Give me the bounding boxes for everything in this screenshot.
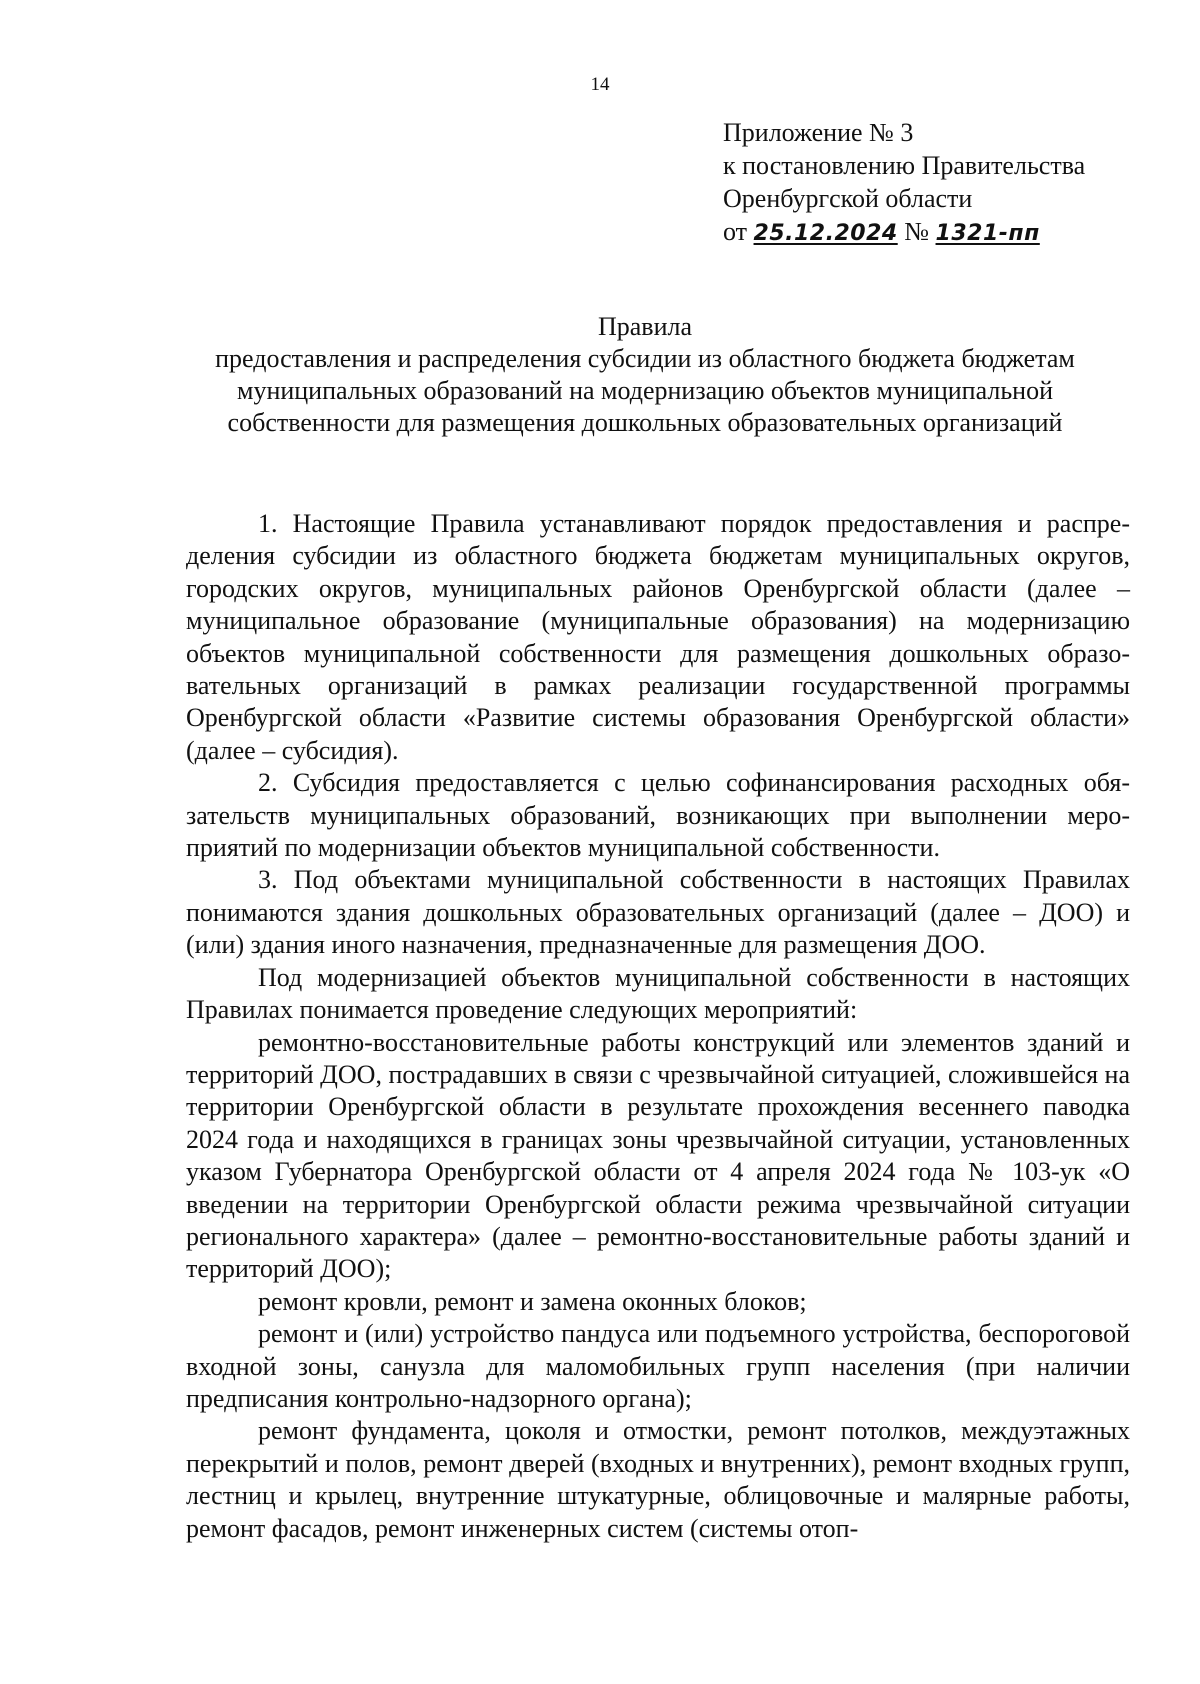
title-line-1: Правила — [597, 312, 693, 341]
handwritten-date: 25.12.2024 — [753, 221, 898, 246]
title-line-4: собственности для размещения дошкольных образовательных организаций — [227, 408, 1063, 437]
paragraph-3: 3. Под объектами муниципальной собственности в настоящих Правилах понимаются здания дошкольных образовательных организаций (далее – ДОО) и (или) здания иного назначения, предназначенные для размещения ДОО. — [186, 865, 1130, 960]
title-line-2: предоставления и распределения субсидии из областного бюджета бюджетам — [215, 344, 1075, 373]
paragraph-5: ремонтно-восстановительные работы конструкций или элементов зданий и территорий ДОО, пострадавших в связи с чрезвычайной ситуацией, сложившейся на территории Оренбургской области в результате прохождения весеннего паводка 2024 года и находящихся в границах зоны чрезвычайной ситуации, установленных указом Губернатора Оренбургской области от 4 апреля 2024 года № 103-ук «О введении на территории Оренбургской области режима чрезвычайной ситуации регионального характера» (далее – ремонтно-восстановительные работы зданий и территорий ДОО); — [186, 1027, 1130, 1284]
appendix-region: Оренбургской области — [723, 184, 973, 213]
handwritten-number: 1321-пп — [935, 221, 1040, 246]
paragraph-8: ремонт фундамента, цоколя и отмостки, ремонт потолков, междуэтажных перекрытий и полов, ремонт дверей (входных и внутренних), ремонт входных групп, лестниц и крылец, внутренние штукатурные, облицовочные и малярные работы, ремонт фасадов, ремонт инженерных систем (системы отоп- — [186, 1416, 1130, 1543]
appendix-title: Приложение № 3 — [723, 118, 914, 147]
paragraph-7: ремонт и (или) устройство пандуса или подъемного устройства, беспороговой входной зоны, санузла для маломобильных групп населения (при наличии предписания контрольно-надзорного органа); — [186, 1319, 1130, 1413]
paragraph-2: 2. Субсидия предоставляется с целью софинансирования расходных обязательств муниципальных образований, возникающих при выполнении мероприятий по модернизации объектов муниципальной собственности. — [186, 768, 1130, 863]
title-line-3: муниципальных образований на модернизацию объектов муниципальной — [236, 376, 1054, 405]
appendix-header — [723, 116, 1085, 250]
paragraph-4: Под модернизацией объектов муниципальной собственности в настоящих Правилах понимается проведение следующих мероприятий: — [186, 962, 1130, 1025]
document-body — [186, 508, 1130, 1545]
document-title — [150, 311, 1140, 439]
number-prefix: № — [904, 217, 930, 246]
page-number: 14 — [590, 74, 610, 95]
appendix-date-line — [723, 215, 1085, 250]
appendix-resolution-ref: к постановлению Правительства — [723, 151, 1086, 180]
date-prefix: от — [723, 217, 748, 246]
paragraph-1: 1. Настоящие Правила устанавливают порядок предоставления и распределения субсидии из областного бюджета бюджетам муниципальных округов, городских округов, муниципальных районов Оренбургской области (далее – муниципальное образование (муниципальные образования) на модернизацию объектов муниципальной собственности для размещения дошкольных образовательных организаций в рамках реализации государственной программы Оренбургской области «Развитие системы образования Оренбургской области» (далее – субсидия). — [186, 509, 1130, 765]
paragraph-6: ремонт кровли, ремонт и замена оконных блоков; — [258, 1286, 807, 1316]
